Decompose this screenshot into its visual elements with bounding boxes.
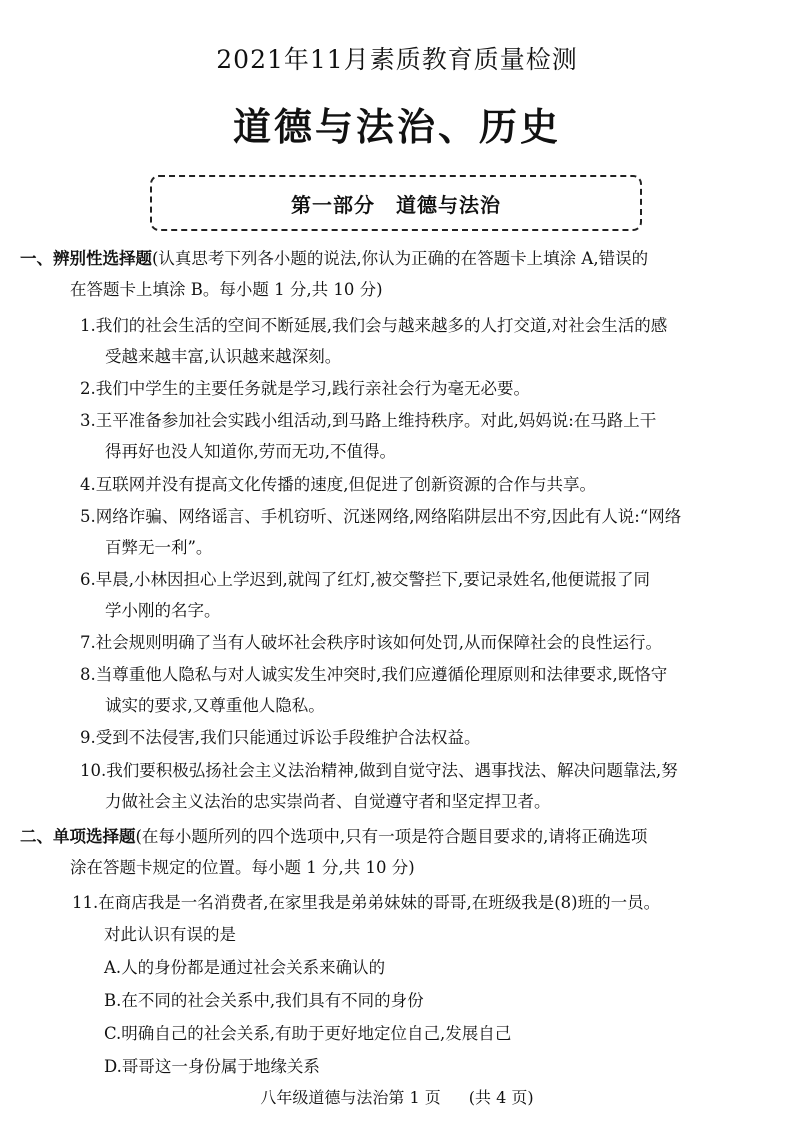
section2-heading-line	[20, 825, 647, 849]
question-1-line-1: 1.我们的社会生活的空间不断延展,我们会与越来越多的人打交道,对社会生活的感	[80, 316, 668, 335]
question-10-line-1: 10.我们要积极弘扬社会主义法治精神,做到自觉守法、遇事找法、解决问题靠法,努	[80, 761, 678, 780]
question-1-line-2: 受越来越丰富,认识越来越深刻。	[105, 347, 342, 366]
question-4: 4.互联网并没有提高文化传播的速度,但促进了创新资源的合作与共享。	[80, 475, 596, 494]
question-11-option-d: D.哥哥这一身份属于地缘关系	[104, 1057, 320, 1076]
question-11-option-b: B.在不同的社会关系中,我们具有不同的身份	[104, 991, 424, 1010]
section1-heading: 一、辨别性选择题	[20, 249, 152, 268]
question-8-line-2: 诚实的要求,又尊重他人隐私。	[105, 696, 325, 715]
section2-instruction: (在每小题所列的四个选项中,只有一项是符合题目要求的,请将正确选项	[135, 827, 648, 846]
question-5-line-1: 5.网络诈骗、网络谣言、手机窃听、沉迷网络,网络陷阱层出不穷,因此有人说:“网络	[80, 507, 682, 526]
footer-page-label: 八年级道德与法治第 1 页	[260, 1088, 441, 1107]
question-9: 9.受到不法侵害,我们只能通过诉讼手段维护合法权益。	[80, 728, 481, 747]
part-label: 第一部分 道德与法治	[291, 192, 501, 217]
part-banner	[150, 175, 642, 231]
question-11-stem-line-2: 对此认识有误的是	[104, 925, 236, 944]
section1-instruction: (认真思考下列各小题的说法,你认为正确的在答题卡上填涂 A,错误的	[152, 249, 649, 268]
question-3-line-1: 3.王平准备参加社会实践小组活动,到马路上维持秩序。对此,妈妈说:在马路上干	[80, 411, 657, 430]
question-5-line-2: 百弊无一利”。	[105, 538, 213, 557]
question-8-line-1: 8.当尊重他人隐私与对人诚实发生冲突时,我们应遵循伦理原则和法律要求,既恪守	[80, 665, 668, 684]
exam-title: 2021年11月素质教育质量检测	[216, 45, 578, 74]
section2-heading: 二、单项选择题	[20, 827, 136, 846]
section1-instruction-cont: 在答题卡上填涂 B。每小题 1 分,共 10 分)	[70, 280, 383, 299]
section2-instruction-cont: 涂在答题卡规定的位置。每小题 1 分,共 10 分)	[70, 858, 415, 877]
subject-title: 道德与法治、历史	[232, 105, 561, 149]
question-11-stem-line-1: 11.在商店我是一名消费者,在家里我是弟弟妹妹的哥哥,在班级我是(8)班的一员。	[72, 893, 661, 912]
question-7: 7.社会规则明确了当有人破坏社会秩序时该如何处罚,从而保障社会的良性运行。	[80, 633, 662, 652]
question-11-option-c: C.明确自己的社会关系,有助于更好地定位自己,发展自己	[104, 1024, 512, 1043]
question-3-line-2: 得再好也没人知道你,劳而无功,不值得。	[105, 442, 396, 461]
question-2: 2.我们中学生的主要任务就是学习,践行亲社会行为毫无必要。	[80, 379, 530, 398]
page-footer	[0, 1085, 794, 1108]
section1-heading-line	[20, 247, 648, 271]
question-10-line-2: 力做社会主义法治的忠实崇尚者、自觉遵守者和坚定捍卫者。	[105, 792, 551, 811]
question-6-line-2: 学小刚的名字。	[105, 601, 221, 620]
question-6-line-1: 6.早晨,小林因担心上学迟到,就闯了红灯,被交警拦下,要记录姓名,他便谎报了同	[80, 570, 650, 589]
question-11-option-a: A.人的身份都是通过社会关系来确认的	[104, 958, 386, 977]
footer-total-label: (共 4 页)	[468, 1088, 534, 1107]
